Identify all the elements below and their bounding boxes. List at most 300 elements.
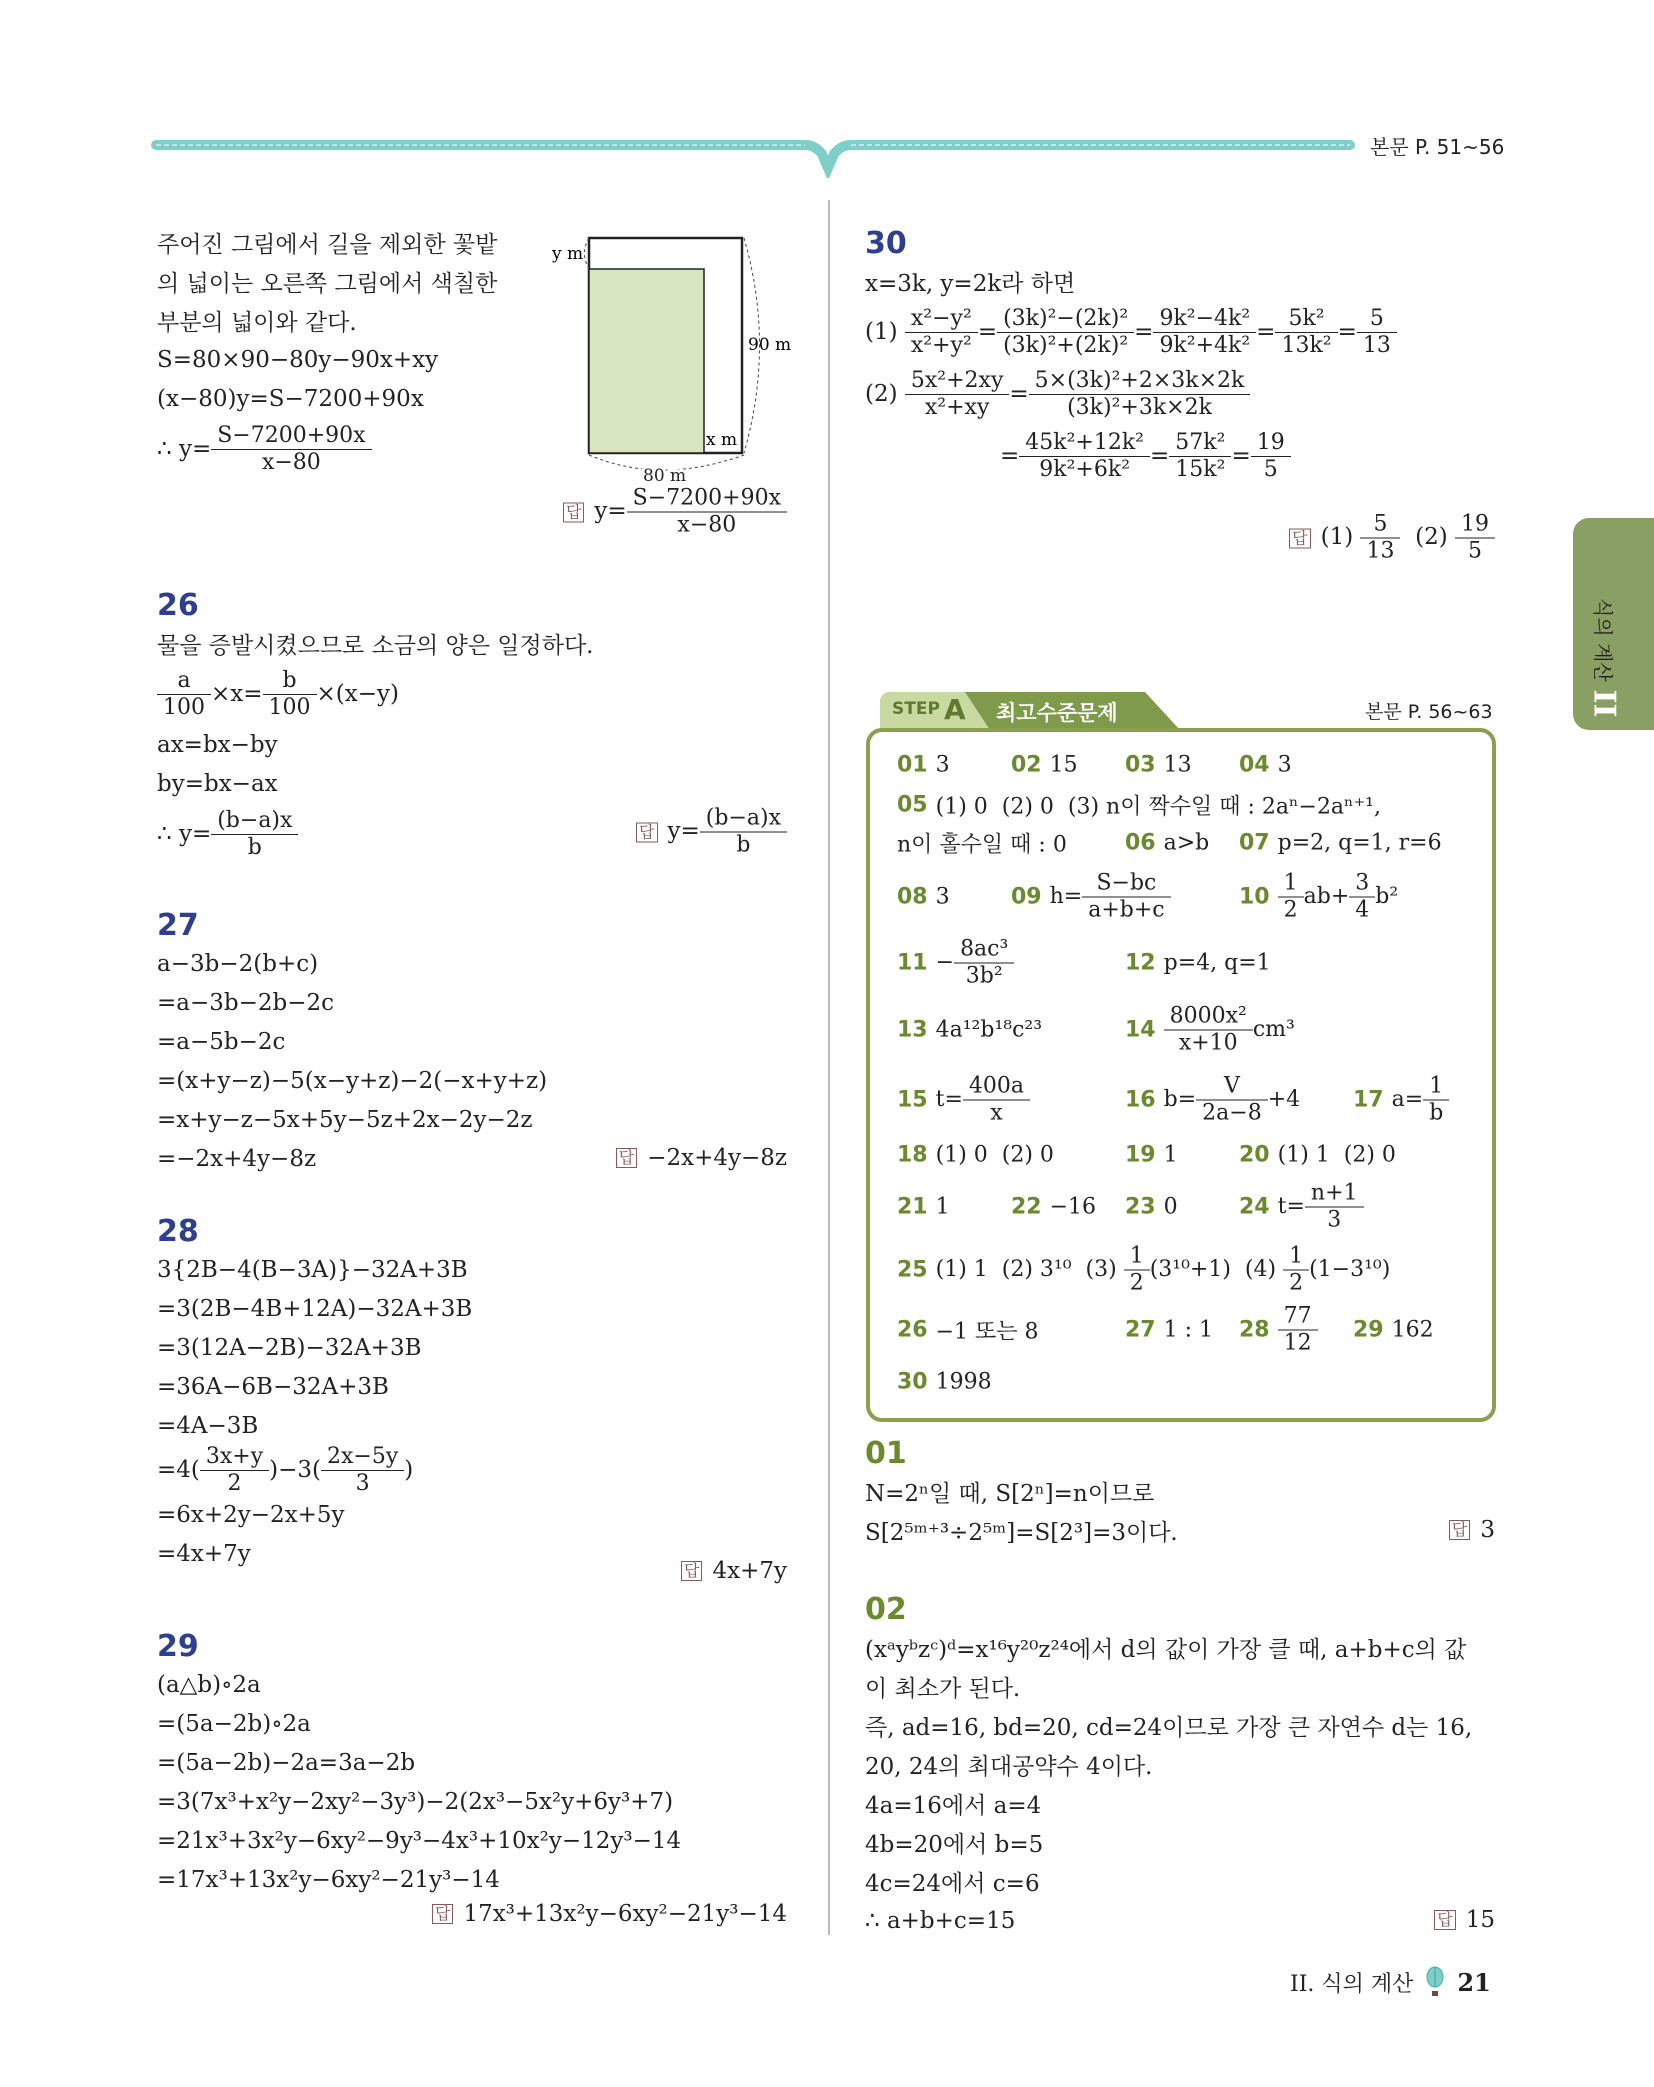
solution-line xyxy=(157,1665,787,1704)
math-text: =a−3b−2b−2c xyxy=(157,989,335,1016)
denominator: 3 xyxy=(1305,1207,1364,1234)
answer-item xyxy=(1239,1304,1318,1357)
numerator: 2x−5y xyxy=(327,1443,399,1469)
math-text: (xᵃyᵇzᶜ)ᵈ=x¹⁶y²⁰z²⁴에서 d의 값이 가장 클 때, a+b+c의 값 xyxy=(865,1637,1467,1663)
math-text: (2) xyxy=(1400,524,1455,550)
solution-26 xyxy=(157,588,787,865)
fraction xyxy=(1156,306,1253,359)
solution-line xyxy=(865,1628,1495,1667)
answer-item xyxy=(897,937,1014,990)
denominator: 2 xyxy=(1124,1270,1150,1297)
math-text: 의 넓이는 오른쪽 그림에서 색칠한 xyxy=(157,271,498,297)
answer-number: 02 xyxy=(1011,752,1042,778)
answer-number: 11 xyxy=(897,950,928,976)
balloon-icon xyxy=(1425,1966,1445,1998)
math-text: 15 xyxy=(1465,1907,1495,1933)
fraction xyxy=(908,368,1007,421)
page-number: 21 xyxy=(1457,1967,1491,1997)
answer-value xyxy=(1278,1143,1396,1168)
math-text: 0 xyxy=(1163,1194,1178,1220)
denominator: x−80 xyxy=(627,512,787,539)
numerator: 19 xyxy=(1256,429,1285,455)
denominator: 4 xyxy=(1349,897,1375,924)
solution-line xyxy=(865,1862,1495,1901)
answer-badge: 답 xyxy=(1289,528,1310,548)
numerator: b xyxy=(282,667,297,693)
solution-line xyxy=(865,1823,1495,1862)
solution-line xyxy=(157,1743,787,1782)
answer xyxy=(681,1558,787,1584)
math-text: ∴ y= xyxy=(157,436,212,462)
answer-item xyxy=(1239,1181,1364,1234)
math-text: (3¹⁰+1) (4) xyxy=(1149,1257,1284,1282)
answer-value xyxy=(936,1143,1054,1168)
math-text: −2x+4y−8z xyxy=(647,1145,787,1171)
math-text: a= xyxy=(1391,1087,1424,1112)
answer-number: 24 xyxy=(1239,1194,1270,1220)
solution-line xyxy=(157,764,787,803)
answer-item xyxy=(897,1315,1039,1346)
math-text: 15 xyxy=(1049,752,1078,778)
math-text: 20, 24의 최대공약수 4이다. xyxy=(865,1754,1153,1780)
math-text: ab+ xyxy=(1303,884,1350,909)
denominator: 100 xyxy=(263,694,317,721)
solution-line xyxy=(157,1704,787,1743)
answer-item xyxy=(1239,831,1442,856)
problem-number: 29 xyxy=(157,1629,199,1664)
solution-line xyxy=(157,1860,787,1899)
solution-line xyxy=(157,1495,787,1534)
solution-28 xyxy=(157,1214,787,1584)
math-text: =3(2B−4B+12A)−32A+3B xyxy=(157,1295,473,1322)
answer-item xyxy=(1011,871,1171,924)
math-text: (1) 1 (2) 0 xyxy=(1277,1142,1396,1168)
fraction xyxy=(1085,871,1167,924)
denominator: 9k²+6k² xyxy=(1019,456,1150,483)
answer-item xyxy=(1125,1318,1213,1343)
denominator: 2 xyxy=(1283,1270,1309,1297)
step-page-ref: 본문 P. 56~63 xyxy=(1365,701,1493,723)
math-text: 3 xyxy=(935,752,950,778)
math-text: 1 xyxy=(935,1194,950,1220)
fraction xyxy=(1278,306,1334,359)
math-text: by=bx−ax xyxy=(157,770,278,797)
answer-value xyxy=(1321,512,1495,565)
problem-number: 01 xyxy=(865,1436,907,1471)
answer xyxy=(1449,1517,1495,1543)
answer-item xyxy=(1353,1318,1434,1343)
math-text: = xyxy=(1134,319,1154,345)
solution-line xyxy=(157,1250,787,1289)
numerator: S−7200+90x xyxy=(632,485,781,511)
answer-value xyxy=(1164,753,1192,778)
answer-value xyxy=(1164,1318,1213,1343)
math-text: 4b=20에서 b=5 xyxy=(865,1832,1044,1858)
height-label: 90 m xyxy=(748,335,792,355)
answer-value xyxy=(1480,1517,1495,1543)
math-text: − xyxy=(935,950,955,975)
answer-item xyxy=(1125,1004,1295,1057)
solution-line xyxy=(157,725,787,764)
solution-line xyxy=(865,1511,1495,1550)
answer-item xyxy=(897,753,950,778)
math-text: 3 xyxy=(1480,1517,1495,1543)
math-text: (1−3¹⁰) xyxy=(1309,1257,1391,1282)
math-text: b= xyxy=(1163,1087,1197,1112)
solution-line xyxy=(865,1706,1495,1745)
denominator: (3k)²+(2k)² xyxy=(997,332,1134,359)
answer-item xyxy=(897,1143,1054,1168)
denominator: (3k)²+3k×2k xyxy=(1029,394,1251,421)
math-text: 13 xyxy=(1163,752,1192,778)
answer-value xyxy=(463,1901,787,1927)
answer-item xyxy=(1353,1074,1449,1127)
solution-line xyxy=(865,1784,1495,1823)
fraction xyxy=(1022,430,1147,483)
math-text: (1) 1 (2) 3¹⁰ (3) xyxy=(935,1257,1124,1282)
math-text: 물을 증발시켰으므로 소금의 양은 일정하다. xyxy=(157,633,594,659)
solution-lines xyxy=(865,1472,1495,1550)
math-text: −16 xyxy=(1049,1194,1097,1220)
answer-value xyxy=(936,1370,992,1395)
math-text: 4a¹²b¹⁸c²³ xyxy=(935,1017,1043,1043)
solution-lines xyxy=(157,944,787,1178)
numerator: (b−a)x xyxy=(705,805,781,831)
side-tab-label: 식의 계산 xyxy=(1591,598,1615,682)
math-text: = xyxy=(1009,381,1029,407)
numerator: 3 xyxy=(1355,870,1370,896)
answer-value xyxy=(1278,1181,1364,1234)
answer-badge: 답 xyxy=(1449,1520,1470,1540)
answer-number: 22 xyxy=(1011,1194,1042,1220)
denominator: 13 xyxy=(1360,538,1400,565)
denominator: 2a−8 xyxy=(1196,1100,1268,1127)
math-text: =17x³+13x²y−6xy²−21y³−14 xyxy=(157,1866,500,1893)
answer-number: 29 xyxy=(1353,1317,1384,1343)
answer-value xyxy=(936,753,950,778)
answer-value xyxy=(936,1244,1391,1297)
numerator: 5k² xyxy=(1288,305,1325,331)
math-text: =(x+y−z)−5(x−y+z)−2(−x+y+z) xyxy=(157,1067,548,1094)
answer-number: 21 xyxy=(897,1194,928,1220)
answer-05-continuation xyxy=(897,828,1067,859)
answer-badge: 답 xyxy=(681,1561,702,1581)
fraction xyxy=(1167,1004,1250,1057)
solution-29 xyxy=(157,1629,787,1927)
answer-number: 08 xyxy=(897,884,928,910)
fraction xyxy=(1254,430,1288,483)
answer-value xyxy=(1278,831,1442,856)
header-page-ref: 본문 P. 51~56 xyxy=(1370,135,1505,159)
denominator: x²+xy xyxy=(905,394,1010,421)
math-text: 3{2B−4(B−3A)}−32A+3B xyxy=(157,1256,468,1283)
fraction xyxy=(324,1444,401,1497)
math-text: (1) xyxy=(1320,524,1361,550)
math-text: a>b xyxy=(1163,830,1210,856)
answer-number: 05 xyxy=(897,792,928,818)
solution-line xyxy=(157,1100,787,1139)
answer-number: 23 xyxy=(1125,1194,1156,1220)
denominator: 9k²+4k² xyxy=(1153,332,1256,359)
math-text: S=80×90−80y−90x+xy xyxy=(157,346,439,373)
fraction xyxy=(214,423,368,476)
answer-item xyxy=(897,1018,1042,1043)
answer-number: 27 xyxy=(1125,1317,1156,1343)
fraction xyxy=(214,808,295,861)
answer-number: 16 xyxy=(1125,1087,1156,1113)
solution-lines xyxy=(865,1628,1495,1940)
fraction xyxy=(1363,512,1397,565)
answer-value xyxy=(668,806,787,859)
solution-lines xyxy=(865,262,1495,487)
math-text: x=3k, y=2k라 하면 xyxy=(865,271,1076,297)
denominator: x+10 xyxy=(1164,1030,1253,1057)
math-text: = xyxy=(977,319,998,345)
denominator: 15k² xyxy=(1169,456,1231,483)
y-label: y m xyxy=(552,244,584,264)
math-text: =4( xyxy=(157,1457,200,1483)
math-text: =x+y−z−5x+5y−5z+2x−2y−2z xyxy=(157,1106,533,1133)
answer-item xyxy=(1125,1074,1300,1127)
answer-value xyxy=(1164,1004,1295,1057)
math-text: = xyxy=(1150,443,1170,469)
answer xyxy=(1434,1907,1495,1933)
fraction xyxy=(908,306,975,359)
fraction xyxy=(1281,1304,1315,1357)
answer-number: 03 xyxy=(1125,752,1156,778)
answer-value xyxy=(1050,871,1171,924)
numerator: a xyxy=(177,667,191,693)
answer-number: 18 xyxy=(897,1142,928,1168)
solution-line xyxy=(865,262,1495,301)
math-text: 이 최소가 된다. xyxy=(865,1676,1021,1702)
answer-value xyxy=(1392,1074,1450,1127)
answer-value xyxy=(1164,831,1210,856)
numerator: 5 xyxy=(1369,305,1384,331)
math-text: (2) xyxy=(865,381,905,407)
numerator: 1 xyxy=(1129,1243,1144,1269)
numerator: x²−y² xyxy=(910,305,972,331)
answer-number: 10 xyxy=(1239,884,1270,910)
answer-number: 09 xyxy=(1011,884,1042,910)
solution-line xyxy=(865,1901,1495,1940)
numerator: 3x+y xyxy=(205,1443,264,1469)
math-text: b² xyxy=(1375,884,1399,909)
math-text: a−3b−2(b+c) xyxy=(157,950,319,977)
denominator: 3 xyxy=(321,1470,404,1497)
answer-item xyxy=(897,1370,992,1395)
math-text: =(5a−2b)−2a=3a−2b xyxy=(157,1749,416,1776)
math-text: =36A−6B−32A+3B xyxy=(157,1373,389,1400)
math-text: ) xyxy=(404,1457,414,1483)
math-text: y= xyxy=(594,498,627,524)
step-title: 최고수준문제 xyxy=(996,701,1118,725)
math-text: 4a=16에서 a=4 xyxy=(865,1793,1042,1819)
solution-line xyxy=(157,1445,787,1495)
denominator: 100 xyxy=(157,694,211,721)
x-label: x m xyxy=(706,430,738,450)
math-text: (1) xyxy=(865,319,905,345)
answer-value xyxy=(1278,1304,1318,1357)
denominator: 2 xyxy=(1278,897,1304,924)
denominator: x−80 xyxy=(211,449,371,476)
answer-value xyxy=(1164,1195,1178,1220)
math-text: 1 : 1 xyxy=(1163,1317,1214,1343)
math-text: 1 xyxy=(1163,1142,1178,1168)
denominator: 2 xyxy=(200,1470,269,1497)
answer xyxy=(616,1145,787,1171)
answer-value xyxy=(1164,951,1271,976)
answer-badge: 답 xyxy=(1434,1910,1455,1930)
math-text: S[2⁵ᵐ⁺³÷2⁵ᵐ]=S[2³]=3이다. xyxy=(865,1520,1178,1546)
math-text: 주어진 그림에서 길을 제외한 꽃밭 xyxy=(157,232,498,258)
numerator: V xyxy=(1223,1073,1240,1099)
denominator: 5 xyxy=(1455,538,1495,565)
fraction xyxy=(1199,1074,1265,1127)
solution-line xyxy=(157,1782,787,1821)
fraction xyxy=(966,1074,1027,1127)
math-text: =(5a−2b)∘2a xyxy=(157,1710,311,1737)
numerator: 57k² xyxy=(1175,429,1226,455)
numerator: 400a xyxy=(968,1073,1025,1099)
solution-line xyxy=(157,1022,787,1061)
answer-item xyxy=(1239,753,1292,778)
answer-value xyxy=(1164,1143,1178,1168)
page-footer xyxy=(1290,1966,1491,1998)
math-text: = xyxy=(1000,443,1020,469)
fraction xyxy=(1281,871,1301,924)
solution-line xyxy=(157,1367,787,1406)
math-text: (a△b)∘2a xyxy=(157,1671,261,1698)
problem-number: 30 xyxy=(865,226,907,261)
answer-value xyxy=(1050,1195,1096,1220)
answer-number: 14 xyxy=(1125,1017,1156,1043)
numerator: 5 xyxy=(1373,511,1388,537)
math-text: 부분의 넓이와 같다. xyxy=(157,310,357,336)
numerator: 1 xyxy=(1429,1073,1444,1099)
math-text: ∴ a+b+c=15 xyxy=(865,1907,1016,1934)
math-text: =3(7x³+x²y−2xy²−3y³)−2(2x³−5x²y+6y³+7) xyxy=(157,1788,674,1815)
denominator: 13k² xyxy=(1275,332,1337,359)
answer-value xyxy=(936,790,1381,821)
solution-lines xyxy=(157,1665,787,1899)
math-text: 즉, ad=16, bd=20, cd=24이므로 가장 큰 자연수 d는 16, xyxy=(865,1715,1473,1741)
answer-item xyxy=(1011,753,1078,778)
solution-line xyxy=(865,363,1495,425)
numerator: 1 xyxy=(1283,870,1298,896)
fraction xyxy=(1286,1244,1306,1297)
math-text: = xyxy=(1337,319,1357,345)
math-text: cm³ xyxy=(1252,1017,1295,1042)
numerator: 8000x² xyxy=(1169,1003,1247,1029)
math-text: =6x+2y−2x+5y xyxy=(157,1501,345,1528)
answer-number: 25 xyxy=(897,1257,928,1283)
numerator: 5x²+2xy xyxy=(910,367,1004,393)
answer-badge: 답 xyxy=(432,1904,453,1924)
math-text: = xyxy=(1231,443,1251,469)
denominator: b xyxy=(700,832,787,859)
fraction xyxy=(1352,871,1372,924)
numerator: (3k)²−(2k)² xyxy=(1003,305,1129,331)
denominator: x²+y² xyxy=(905,332,978,359)
solution-line xyxy=(157,663,787,725)
math-text: 3 xyxy=(1277,752,1292,778)
math-text: 3 xyxy=(935,884,950,910)
solution-02 xyxy=(865,1592,1495,1940)
math-text: =4A−3B xyxy=(157,1412,259,1439)
solution-27 xyxy=(157,908,787,1178)
fraction xyxy=(703,806,784,859)
numerator: 9k²−4k² xyxy=(1159,305,1251,331)
math-text: (1) 0 (2) 0 xyxy=(935,1142,1054,1168)
numerator: 1 xyxy=(1289,1243,1304,1269)
side-tab-roman: II xyxy=(1586,689,1622,718)
numerator: 8ac³ xyxy=(960,936,1009,962)
answer-number: 12 xyxy=(1125,950,1156,976)
answer-item xyxy=(897,790,1381,821)
solution-line xyxy=(865,1472,1495,1511)
answer-value xyxy=(936,1315,1039,1346)
answer-item xyxy=(1125,1195,1178,1220)
denominator: 13 xyxy=(1357,332,1397,359)
answer-value xyxy=(1466,1907,1495,1933)
answer-value xyxy=(936,937,1015,990)
problem-number: 27 xyxy=(157,908,199,943)
numerator: 77 xyxy=(1283,1303,1312,1329)
math-text: +4 xyxy=(1267,1087,1301,1112)
math-text: ×(x−y) xyxy=(316,681,399,707)
answer-value xyxy=(1392,1318,1434,1343)
math-text: =4x+7y xyxy=(157,1540,251,1567)
math-text: −1 또는 8 xyxy=(935,1319,1039,1345)
math-text: h= xyxy=(1049,884,1083,909)
chapter-side-tab[interactable] xyxy=(1573,518,1654,730)
width-label: 80 m xyxy=(643,466,687,486)
answer-value xyxy=(1278,871,1399,924)
answer-number: 19 xyxy=(1125,1142,1156,1168)
denominator: 5 xyxy=(1251,456,1291,483)
solution-line xyxy=(865,301,1495,363)
garden-figure xyxy=(540,225,800,495)
answer-number: 30 xyxy=(897,1369,928,1395)
math-text: =21x³+3x²y−6xy²−9y³−4x³+10x²y−12y³−14 xyxy=(157,1827,682,1854)
solution-30 xyxy=(865,226,1495,564)
math-text: = xyxy=(1256,319,1276,345)
solution-line xyxy=(157,1328,787,1367)
fraction xyxy=(1426,1074,1446,1127)
answer-value xyxy=(1164,1074,1301,1127)
answer-number: 15 xyxy=(897,1087,928,1113)
denominator: a+b+c xyxy=(1082,897,1170,924)
answer-badge: 답 xyxy=(616,1148,637,1168)
answer-number: 06 xyxy=(1125,830,1156,856)
answer-value xyxy=(1278,753,1292,778)
numerator: n+1 xyxy=(1310,1180,1358,1206)
answer-number: 07 xyxy=(1239,830,1270,856)
fraction xyxy=(957,937,1011,990)
numerator: S−bc xyxy=(1096,870,1157,896)
math-text: =a−5b−2c xyxy=(157,1028,286,1055)
solution-line xyxy=(157,1061,787,1100)
solution-01 xyxy=(865,1436,1495,1550)
answer-badge: 답 xyxy=(636,822,657,842)
math-text: (1) 0 (2) 0 (3) n이 짝수일 때 : 2aⁿ−2aⁿ⁺¹, xyxy=(935,794,1381,820)
answer-item xyxy=(897,885,950,910)
fraction xyxy=(1127,1244,1147,1297)
math-text: t= xyxy=(1277,1194,1305,1219)
answer-item xyxy=(1239,871,1398,924)
footer-chapter: II. 식의 계산 xyxy=(1290,1971,1414,1997)
